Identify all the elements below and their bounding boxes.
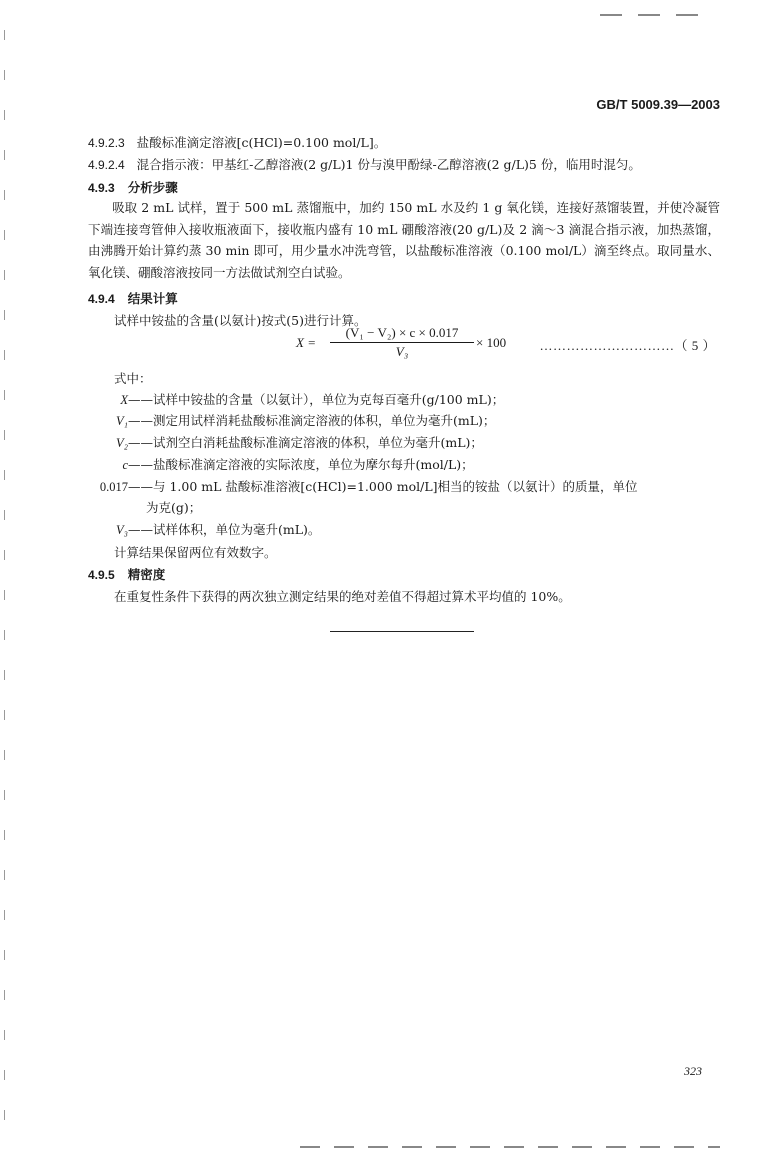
- variable-description: ——与 1.00 mL 盐酸标准溶液[c(HCl)=1.000 mol/L]相当的铵盐（以氨计）的质量，单位: [128, 479, 638, 494]
- variable-description: ——试剂空白消耗盐酸标准滴定溶液的体积，单位为毫升(mL)；: [128, 435, 483, 450]
- section-4-9-2-4: [88, 155, 641, 173]
- section-title: 精密度: [127, 567, 166, 582]
- section-number: 4.9.3: [88, 181, 115, 195]
- section-number: 4.9.5: [88, 568, 115, 582]
- section-text: 混合指示液：甲基红-乙醇溶液(2 g/L)1 份与溴甲酚绿-乙醇溶液(2 g/L)5 份，临用时混匀。: [136, 157, 641, 172]
- formula-denominator: V₃: [395, 344, 409, 359]
- calculation-intro: 试样中铵盐的含量(以氨计)按式(5)进行计算。: [114, 313, 367, 328]
- precision-paragraph: 在重复性条件下获得的两次独立测定结果的绝对差值不得超过算术平均值的 10%。: [114, 589, 571, 604]
- scan-edge-top: [600, 14, 710, 16]
- scan-edge-bottom: [300, 1146, 720, 1148]
- standard-number: GB/T 5009.39—2003: [596, 97, 720, 112]
- formula-multiplier: × 100: [476, 335, 507, 350]
- variable-description: ——测定用试样消耗盐酸标准滴定溶液的体积，单位为毫升(mL)；: [128, 413, 496, 428]
- formula-fraction: [330, 325, 474, 360]
- page-number: 323: [684, 1064, 702, 1078]
- analysis-procedure-paragraph: [88, 197, 720, 283]
- section-4-9-3-heading: [88, 178, 178, 196]
- formula-numerator: (V₁ − V₂) × c × 0.017: [330, 325, 474, 343]
- significant-figures-note: 计算结果保留两位有效数字。: [114, 545, 277, 560]
- variable-definition-0017-continued: 为克(g)；: [146, 500, 202, 515]
- section-4-9-4-heading: [88, 289, 178, 307]
- formula-lhs: X =: [296, 335, 316, 350]
- variable-symbol: V₃: [116, 523, 128, 537]
- variable-description: ——试样体积，单位为毫升(mL)。: [128, 522, 321, 537]
- scan-edge-left: [4, 30, 5, 1130]
- section-4-9-5-heading: [88, 565, 165, 583]
- section-number: 4.9.2.4: [88, 158, 125, 172]
- formula-5: [296, 325, 716, 363]
- variable-symbol: 0.017: [99, 480, 128, 494]
- variable-definition-c: [88, 455, 474, 473]
- section-4-9-2-3: [88, 133, 386, 151]
- variable-symbol: X: [120, 393, 128, 407]
- end-divider: [330, 631, 474, 632]
- variable-symbol: V₁: [116, 414, 128, 428]
- section-text: 盐酸标准滴定溶液[c(HCl)=0.100 mol/L]。: [136, 135, 387, 150]
- equation-number: …………………………（ 5 ）: [539, 338, 716, 353]
- variable-symbol: c: [122, 458, 128, 472]
- variable-definition-V3: [88, 520, 320, 538]
- variable-symbol: V₂: [116, 436, 128, 450]
- variable-definition-V1: [88, 411, 495, 429]
- variable-definition-X: [88, 390, 504, 408]
- variable-description: ——试样中铵盐的含量（以氨计），单位为克每百毫升(g/100 mL)；: [128, 392, 505, 407]
- section-title: 结果计算: [127, 291, 178, 306]
- section-title: 分析步骤: [127, 180, 178, 195]
- where-label: 式中：: [114, 371, 152, 386]
- variable-description: ——盐酸标准滴定溶液的实际浓度，单位为摩尔每升(mol/L)；: [128, 457, 474, 472]
- paragraph-text: 吸取 2 mL 试样，置于 500 mL 蒸馏瓶中，加约 150 mL 水及约 1 g 氧化镁，连接好蒸馏装置，并使冷凝管下端连接弯管伸入接收瓶液面下，接收瓶内盛有 10 mL 硼酸溶液(20 g/L)及 2 滴～3 滴混合指示液，加热蒸馏，由沸腾开始计算约蒸 30 min 即可，用少量水冲洗弯管，以盐酸标准溶液（0.100 mol/L）滴至终点。取同量水、氧化镁、硼酸溶液按同一方法做试剂空白试验。: [88, 200, 720, 280]
- section-number: 4.9.4: [88, 292, 115, 306]
- variable-definition-V2: [88, 433, 483, 451]
- section-number: 4.9.2.3: [88, 136, 125, 150]
- variable-definition-0017: [88, 477, 638, 495]
